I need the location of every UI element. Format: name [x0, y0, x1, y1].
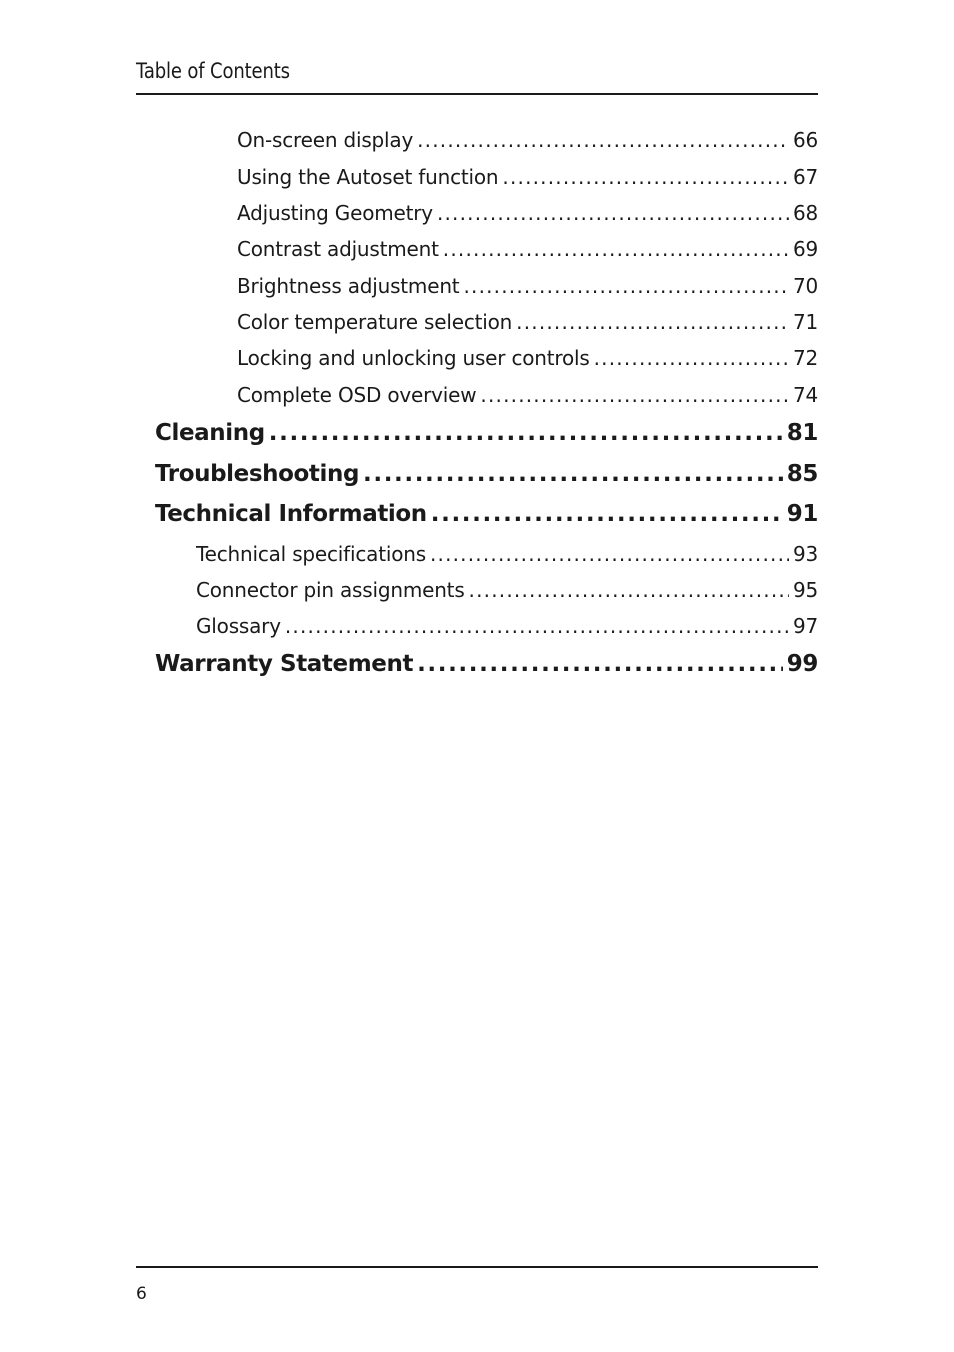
toc-entry-label: Connector pin assignments [196, 578, 465, 602]
toc-entry-page: 81 [786, 420, 818, 446]
toc-leader-dots [443, 237, 789, 261]
toc-entry[interactable] [237, 383, 818, 407]
toc-entry-page: 93 [792, 542, 818, 566]
toc-chapter-entry[interactable] [155, 420, 818, 446]
toc-entry-label: Warranty Statement [155, 651, 414, 677]
toc-entry-page: 97 [792, 614, 818, 638]
toc-leader-dots [480, 383, 789, 407]
toc-entry[interactable] [196, 542, 818, 566]
toc-entry-page: 99 [786, 651, 818, 677]
toc-entry-label: Troubleshooting [155, 461, 360, 487]
toc-chapter-entry[interactable] [155, 651, 818, 677]
toc-chapter-entry[interactable] [155, 461, 818, 487]
toc-entry-page: 71 [792, 310, 818, 334]
toc-leader-dots [463, 274, 788, 298]
toc-entry-label: Contrast adjustment [237, 237, 439, 261]
toc-entry[interactable] [237, 274, 818, 298]
toc-entry[interactable] [237, 310, 818, 334]
toc-entry-label: Technical specifications [196, 542, 426, 566]
toc-leader-dots [437, 201, 789, 225]
page-number: 6 [136, 1284, 147, 1304]
toc-leader-dots [431, 501, 783, 527]
toc-leader-dots [417, 128, 789, 152]
toc-entry-page: 74 [792, 383, 818, 407]
toc-entry-label: Using the Autoset function [237, 165, 499, 189]
toc-leader-dots [516, 310, 789, 334]
toc-entry-label: Locking and unlocking user controls [237, 346, 590, 370]
toc-entry-page: 85 [786, 461, 818, 487]
toc-entry-label: Cleaning [155, 420, 265, 446]
footer-rule [136, 1266, 818, 1268]
toc-entry[interactable] [237, 165, 818, 189]
toc-chapter-entry[interactable] [155, 501, 818, 527]
toc-leader-dots [502, 165, 789, 189]
toc-entry[interactable] [237, 237, 818, 261]
toc-leader-dots [363, 461, 783, 487]
toc-entry[interactable] [196, 578, 818, 602]
toc-leader-dots [269, 420, 783, 446]
header-rule [136, 93, 818, 95]
toc-entry-page: 68 [792, 201, 818, 225]
toc-entry-page: 66 [792, 128, 818, 152]
toc-entry-page: 70 [792, 274, 818, 298]
toc-entry[interactable] [237, 128, 818, 152]
toc-entry-page: 91 [786, 501, 818, 527]
toc-leader-dots [594, 346, 789, 370]
toc-entry-label: Color temperature selection [237, 310, 513, 334]
toc-entry-label: Brightness adjustment [237, 274, 460, 298]
toc-entry[interactable] [196, 614, 818, 638]
toc-leader-dots [285, 614, 789, 638]
toc-entry-page: 72 [792, 346, 818, 370]
toc-entry[interactable] [237, 346, 818, 370]
toc-leader-dots [469, 578, 789, 602]
toc-entry[interactable] [237, 201, 818, 225]
toc-entry-label: On-screen display [237, 128, 414, 152]
toc-entry-label: Complete OSD overview [237, 383, 477, 407]
toc-leader-dots [430, 542, 789, 566]
toc-entry-label: Glossary [196, 614, 281, 638]
toc-entry-page: 67 [792, 165, 818, 189]
toc-entry-label: Adjusting Geometry [237, 201, 433, 225]
page-header-title: Table of Contents [136, 59, 290, 83]
toc-entry-page: 69 [792, 237, 818, 261]
toc-leader-dots [417, 651, 783, 677]
toc-entry-page: 95 [792, 578, 818, 602]
toc-entry-label: Technical Information [155, 501, 427, 527]
